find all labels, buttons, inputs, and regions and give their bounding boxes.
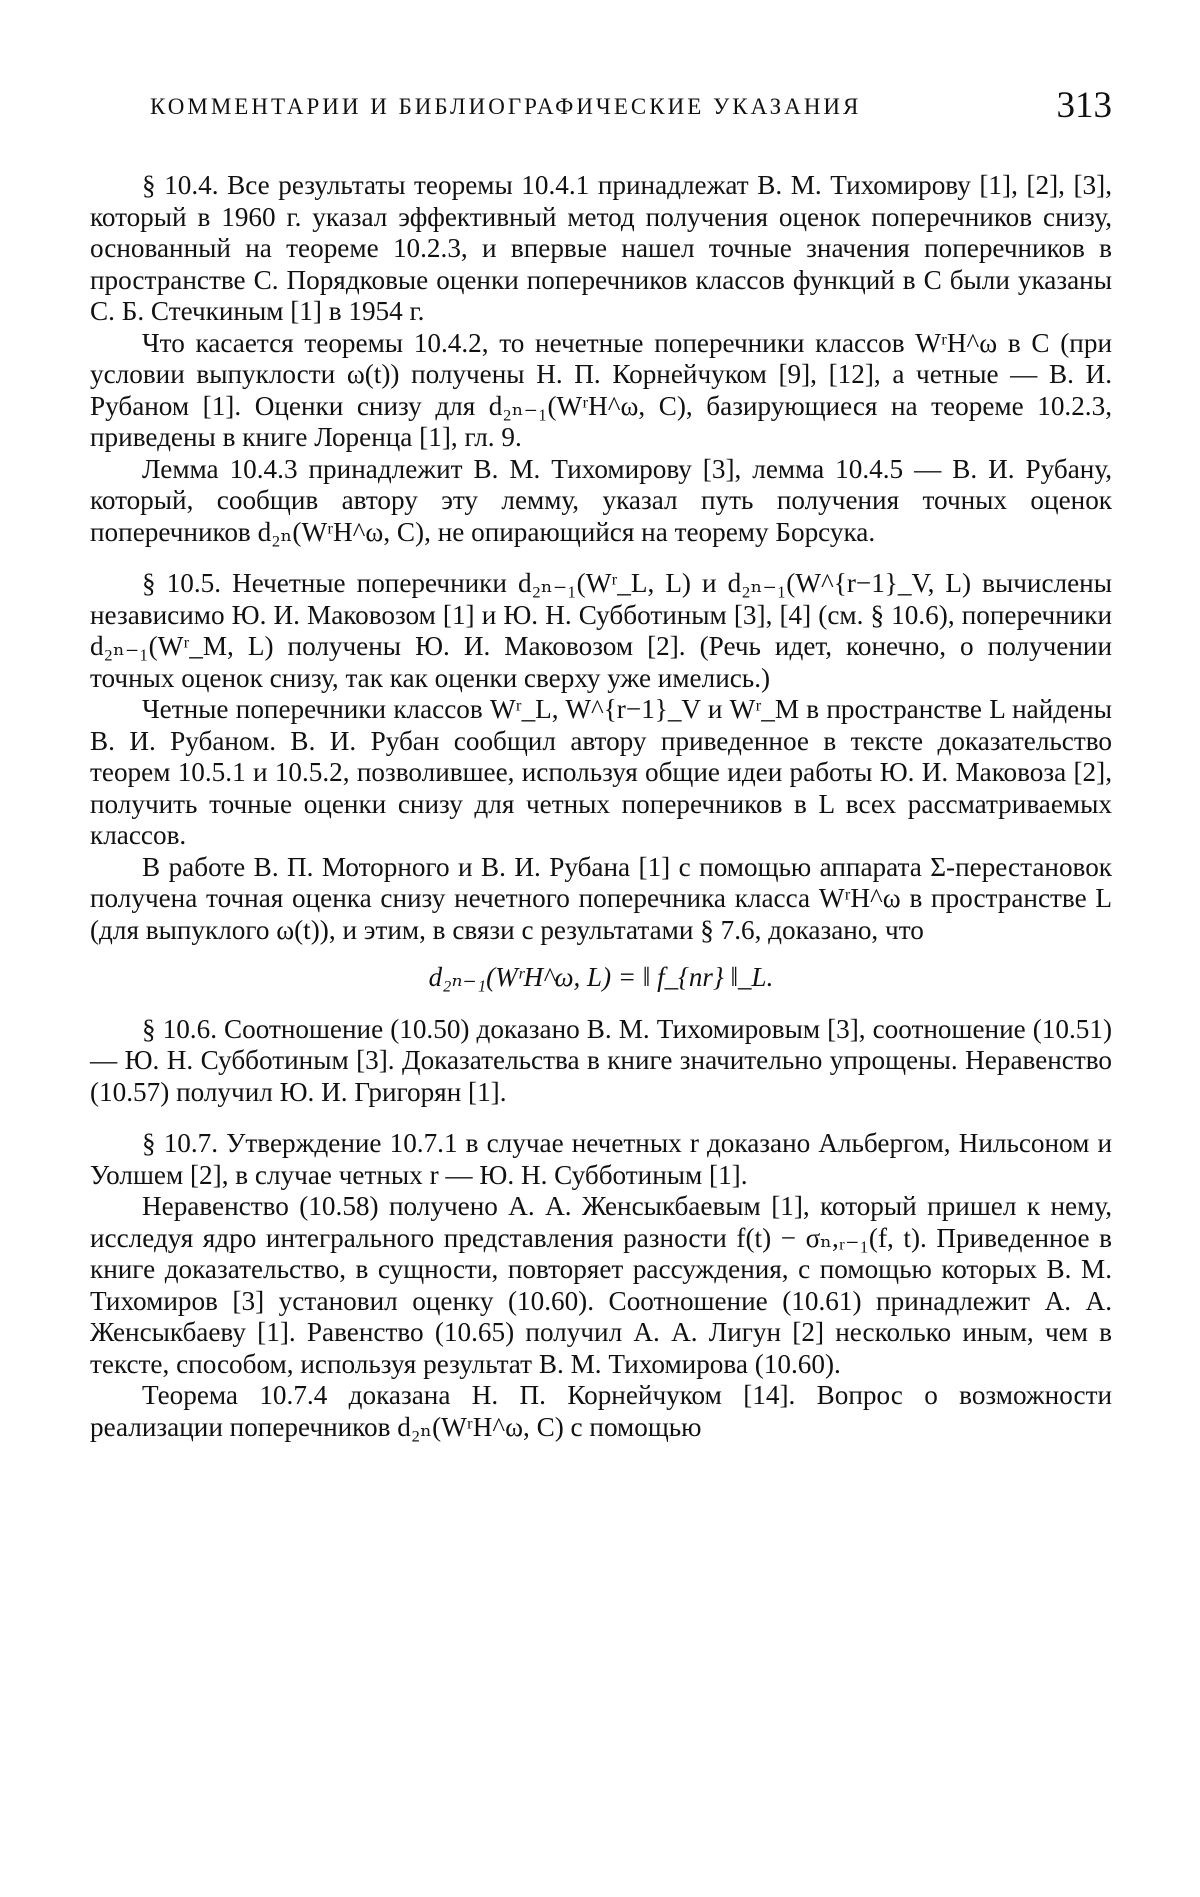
paragraph-10-4-lemmas: Лемма 10.4.3 принадлежит В. М. Тихомирову [3], лемма 10.4.5 — В. И. Рубану, который, сообщив автору эту лемму, указал путь получения точных оценок поперечников d₂ₙ(WʳH^ω, C), не опирающийся на теорему Борсука. [90,453,1112,547]
page-number: 313 [1056,85,1112,126]
paragraph-10-4-theorem-2: Что касается теоремы 10.4.2, то нечетные поперечники классов WʳH^ω в C (при условии выпуклости ω(t)) получены Н. П. Корнейчуком [9], [12], а четные — В. И. Рубаном [1]. Оценки снизу для d₂ₙ₋₁(WʳH^ω, C), базирующиеся на теореме 10.2.3, приведены в книге Лоренца [1], гл. 9. [90,327,1112,452]
running-title: КОММЕНТАРИИ И БИБЛИОГРАФИЧЕСКИЕ УКАЗАНИЯ [150,94,862,119]
paragraph-10-7-theorem-4: Теорема 10.7.4 доказана Н. П. Корнейчуком [14]. Вопрос о возможности реализации поперечников d₂ₙ(WʳH^ω, C) с помощью [90,1380,1112,1442]
paragraph-10-7-intro: § 10.7. Утверждение 10.7.1 в случае нечетных r доказано Альбергом, Нильсоном и Уолшем [2], в случае четных r — Ю. Н. Субботиным [1]. [90,1128,1112,1190]
body-text [90,170,1112,1443]
display-formula: d₂ₙ₋₁(WʳH^ω, L) = ‖ f_{nr} ‖_L. [428,962,774,992]
paragraph-10-5-motorny: В работе В. П. Моторного и В. И. Рубана [1] с помощью аппарата Σ-перестановок получена точная оценка снизу нечетного поперечника класса WʳH^ω в пространстве L (для выпуклого ω(t)), и этим, в связи с результатами § 7.6, доказано, что [90,851,1112,945]
book-page [90,0,1112,1897]
paragraph-10-6: § 10.6. Соотношение (10.50) доказано В. М. Тихомировым [3], соотношение (10.51) — Ю. Н. Субботиным [3]. Доказательства в книге значительно упрощены. Неравенство (10.57) получил Ю. И. Григорян [1]. [90,1013,1112,1107]
paragraph-10-7-inequality: Неравенство (10.58) получено А. А. Женсыкбаевым [1], который пришел к нему, исследуя ядро интегрального представления разности f(t) − σₙ,ᵣ₋₁(f, t). Приведенное в книге доказательство, в сущности, повторяет рассуждения, с помощью которых В. М. Тихомиров [3] установил оценку (10.60). Соотношение (10.61) принадлежит А. А. Женсыкбаеву [1]. Равенство (10.65) получил А. А. Лигун [2] несколько иным, чем в тексте, способом, используя результат В. М. Тихомирова (10.60). [90,1191,1112,1379]
paragraph-10-5-even-widths: Четные поперечники классов Wʳ_L, W^{r−1}_V и Wʳ_M в пространстве L найдены В. И. Рубаном. В. И. Рубан сообщил автору приведенное в тексте доказательство теорем 10.5.1 и 10.5.2, позволившее, используя общие идеи работы Ю. И. Маковоза [2], получить точные оценки снизу для четных поперечников в L всех рассматриваемых классов. [90,694,1112,850]
paragraph-10-5-intro: § 10.5. Нечетные поперечники d₂ₙ₋₁(Wʳ_L, L) и d₂ₙ₋₁(W^{r−1}_V, L) вычислены независимо Ю. И. Маковозом [1] и Ю. Н. Субботиным [3], [4] (см. § 10.6), поперечники d₂ₙ₋₁(Wʳ_M, L) получены Ю. И. Маковозом [2]. (Речь идет, конечно, о получении точных оценок снизу, так как оценки сверху уже имелись.) [90,568,1112,693]
running-head [90,84,1112,134]
paragraph-10-4-intro: § 10.4. Все результаты теоремы 10.4.1 принадлежат В. М. Тихомирову [1], [2], [3], который в 1960 г. указал эффективный метод получения оценок поперечников снизу, основанный на теореме 10.2.3, и впервые нашел точные значения поперечников в пространстве C. Порядковые оценки поперечников классов функций в C были указаны С. Б. Стечкиным [1] в 1954 г. [90,170,1112,326]
